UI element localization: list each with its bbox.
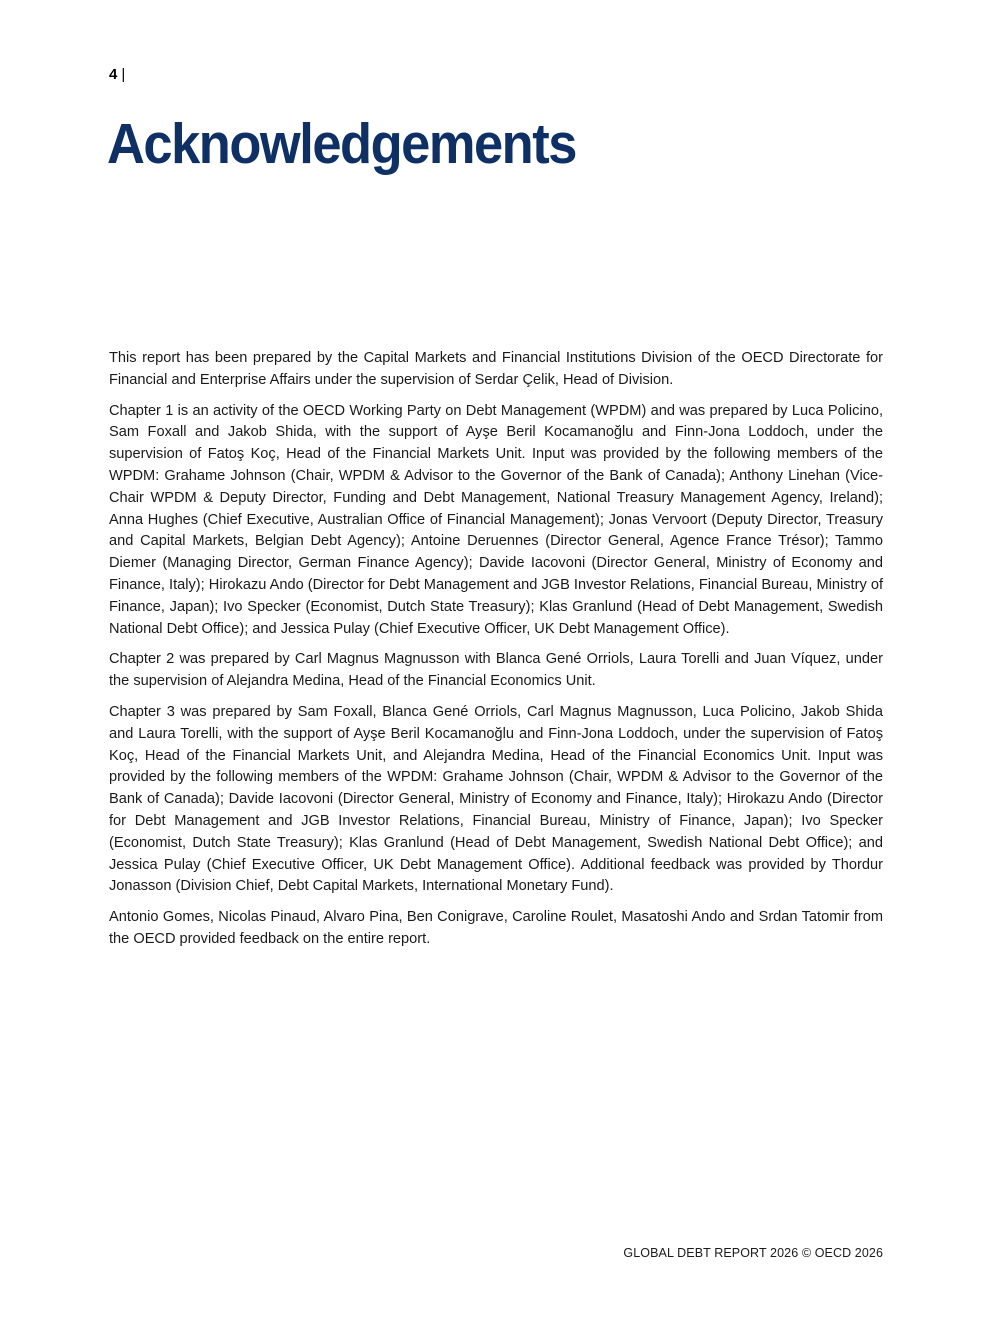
paragraph-feedback: Antonio Gomes, Nicolas Pinaud, Alvaro Pina, Ben Conigrave, Caroline Roulet, Masatoshi Ando and Srdan Tatomir from the OECD provided feedback on the entire report. (109, 909, 883, 947)
page-separator: | (121, 66, 126, 83)
paragraph-intro: This report has been prepared by the Capital Markets and Financial Institutions Division of the OECD Directorate for Financial and Enterprise Affairs under the supervision of Serdar Çelik, Head of Division. (109, 350, 883, 388)
paragraph-chapter-2: Chapter 2 was prepared by Carl Magnus Magnusson with Blanca Gené Orriols, Laura Torelli and Juan Víquez, under the supervision of Alejandra Medina, Head of the Financial Economics Unit. (109, 651, 883, 690)
paragraph-chapter-1: Chapter 1 is an activity of the OECD Working Party on Debt Management (WPDM) and was prepared by Luca Policino, Sam Foxall and Jakob Shida, with the support of Ayşe Beril Kocamanoğlu and Finn-Jona Loddoch, under the supervision of Fatoş Koç, Head of the Financial Markets Unit. Input was provided by the following members of the WPDM: Grahame Johnson (Chair, WPDM & Advisor to the Governor of the Bank of Canada); Anthony Linehan (Vice-Chair WPDM & Deputy Director, Funding and Debt Management, National Treasury Management Agency, Ireland); Anna Hughes (Chief Executive, Australian Office of Financial Management); Jonas Vervoort (Deputy Director, Treasury and Capital Markets, Belgian Debt Agency); Antoine Deruennes (Director General, Agence France Trésor); Tammo Diemer (Managing Director, German Finance Agency); Davide Iacovoni (Director General, Ministry of Economy and Finance, Italy); Hirokazu Ando (Director for Debt Management and JGB Investor Relations, Financial Bureau, Ministry of Finance, Japan); Ivo Specker (Economist, Dutch State Treasury); Klas Granlund (Head of Debt Management, Swedish National Debt Office); and Jessica Pulay (Chief Executive Officer, UK Debt Management Office). (109, 402, 883, 637)
page-footer: GLOBAL DEBT REPORT 2026 © OECD 2026 (623, 1246, 883, 1260)
page-number: 4 (109, 66, 118, 83)
page-header (109, 66, 125, 83)
acknowledgements-body (109, 348, 883, 960)
paragraph-chapter-3: Chapter 3 was prepared by Sam Foxall, Blanca Gené Orriols, Carl Magnus Magnusson, Luca Policino, Jakob Shida and Laura Torelli, with the support of Ayşe Beril Kocamanoğlu and Finn-Jona Loddoch, under the supervision of Fatoş Koç, Head of the Financial Markets Unit, and Alejandra Medina, Head of the Financial Economics Unit. Input was provided by the following members of the WPDM: Grahame Johnson (Chair, WPDM & Advisor to the Governor of the Bank of Canada); Davide Iacovoni (Director General, Ministry of Economy and Finance, Italy); Hirokazu Ando (Director for Debt Management and JGB Investor Relations, Financial Bureau, Ministry of Finance, Japan); Ivo Specker (Economist, Dutch State Treasury); Klas Granlund (Head of Debt Management, Swedish National Debt Office); and Jessica Pulay (Chief Executive Officer, UK Debt Management Office). Additional feedback was provided by Thordur Jonasson (Division Chief, Debt Capital Markets, International Monetary Fund). (109, 703, 883, 895)
page-title: Acknowledgements (107, 112, 576, 176)
